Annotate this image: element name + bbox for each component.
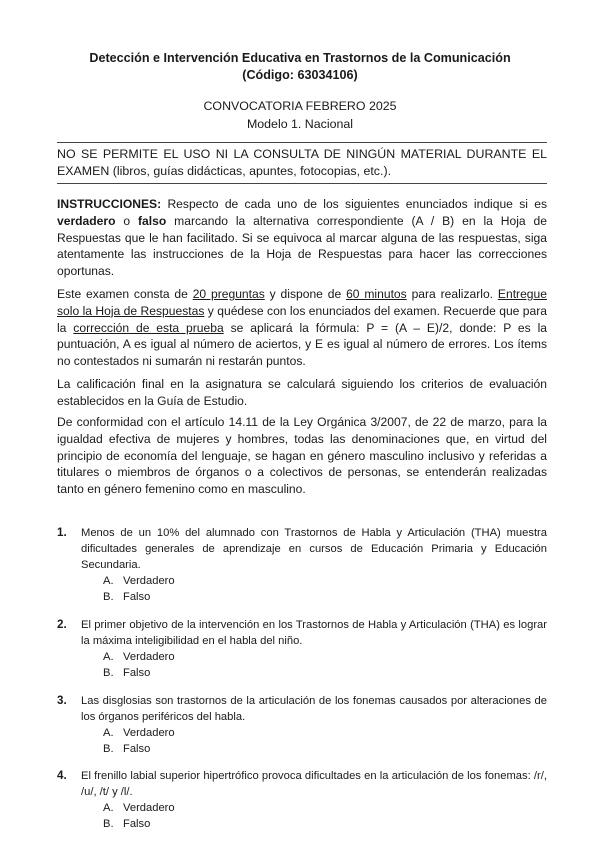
option-text: Verdadero xyxy=(123,575,175,587)
exam-duration: 60 minutos xyxy=(346,287,407,301)
option-text: Verdadero xyxy=(123,651,175,663)
option-b xyxy=(103,741,547,757)
option-a xyxy=(103,649,547,665)
question-number: 4. xyxy=(57,769,67,782)
grading-paragraph: La calificación final en la asignatura se calculará siguiendo los criterios de evaluación establecidos en la Guía de Estudio. xyxy=(57,377,547,408)
question-3 xyxy=(57,693,547,757)
modelo-label: Modelo 1. Nacional xyxy=(246,116,354,131)
exam-info-text-1: Este examen consta de xyxy=(57,287,193,301)
option-b xyxy=(103,816,547,832)
option-letter: B. xyxy=(103,667,114,680)
answer-options xyxy=(57,725,547,757)
exam-info-text-3: para realizarlo. xyxy=(406,287,498,301)
instructions-paragraph xyxy=(57,196,547,280)
exam-info-text-5: se aplicará la fórmula: P = (A – E)/2, donde: P es la puntuación, A es igual al número de aciertos, y E es igual al número de errores. Los ítems no contestados ni sumarán ni restarán puntos. xyxy=(57,320,547,369)
exam-info-text-2: y dispone de xyxy=(264,287,347,301)
title-line-1: Detección e Intervención Educativa en Trastornos de la Comunicación xyxy=(89,51,511,65)
option-a xyxy=(103,725,547,741)
option-text: Falso xyxy=(123,743,151,756)
option-text: Verdadero xyxy=(123,802,175,814)
option-letter: B. xyxy=(103,591,114,604)
option-letter: A. xyxy=(103,802,114,814)
answer-options xyxy=(57,649,547,681)
question-text: Las disglosias son trastornos de la articulación de los fonemas causados por alteraciones de los órganos periféricos del habla. xyxy=(81,695,547,723)
instructions-text-1: Respecto de cada uno de los siguientes enunciados indique si es xyxy=(161,197,547,211)
answer-options xyxy=(57,800,547,832)
option-b xyxy=(103,665,547,681)
materials-warning: NO SE PERMITE EL USO NI LA CONSULTA DE NINGÚN MATERIAL DURANTE EL EXAMEN (libros, guías didácticas, apuntes, fotocopias, etc.). xyxy=(57,147,547,178)
convocatoria-label: CONVOCATORIA FEBRERO 2025 xyxy=(203,99,397,113)
question-number: 3. xyxy=(57,694,67,707)
question-number: 1. xyxy=(57,526,67,539)
instructions-text-3: marcando la alternativa correspondiente (A / B) en la Hoja de Respuestas que le han facilitado. Si se equivoca al marcar alguna de las respuestas, siga atentamente las instrucciones de la Hoja de Respuestas para hacer las correcciones oportunas. xyxy=(57,213,548,279)
instructions-verdadero: verdadero xyxy=(57,213,116,228)
exam-info-text-4: y quédese con los enunciados del examen. Recuerde que para la xyxy=(57,303,547,335)
title-line-2: (Código: 63034106) xyxy=(242,68,358,82)
option-letter: A. xyxy=(103,727,114,739)
option-text: Verdadero xyxy=(123,727,175,739)
option-letter: B. xyxy=(103,818,114,831)
instructions-falso: falso xyxy=(138,213,167,228)
exam-title xyxy=(40,50,560,84)
answer-options xyxy=(57,573,547,605)
legal-paragraph: De conformidad con el artículo 14.11 de la Ley Orgánica 3/2007, de 22 de marzo, para la igualdad efectiva de mujeres y hombres, todas las denominaciones que, en virtud del principio de economía del lenguaje, se hagan en género masculino inclusivo y referidas a titulares o miembros de órganos o a colectivos de personas, se entenderán realizadas tanto en género femenino como en masculino. xyxy=(57,415,547,497)
exam-session xyxy=(40,98,560,133)
question-2 xyxy=(57,617,547,681)
instructions-text-2: o xyxy=(115,213,139,228)
option-letter: B. xyxy=(103,743,114,756)
exam-info-paragraph xyxy=(57,286,547,370)
question-text: El frenillo labial superior hipertrófico provoca dificultades en la articulación de los fonemas: /r/, /u/, /t/ y /l/. xyxy=(81,770,547,798)
option-b xyxy=(103,589,547,605)
top-divider xyxy=(57,142,547,143)
option-a xyxy=(103,573,547,589)
option-text: Falso xyxy=(123,591,151,604)
question-text: Menos de un 10% del alumnado con Trastornos de Habla y Articulación (THA) muestra dificultades generales de aprendizaje en cursos de Educación Primaria y Educación Secundaria. xyxy=(81,527,547,571)
option-a xyxy=(103,800,547,816)
question-text: El primer objetivo de la intervención en los Trastornos de Habla y Articulación (THA) es lograr la máxima inteligibilidad en el habla del niño. xyxy=(81,619,547,647)
bottom-divider xyxy=(57,183,547,184)
option-text: Falso xyxy=(123,667,151,680)
option-letter: A. xyxy=(103,575,114,587)
option-letter: A. xyxy=(103,651,114,663)
answer-sheet-note: Entregue solo la Hoja de Respuestas xyxy=(57,287,547,318)
instructions-label: INSTRUCCIONES: xyxy=(57,197,162,211)
question-1 xyxy=(57,525,547,605)
option-text: Falso xyxy=(123,818,151,831)
question-number: 2. xyxy=(57,618,67,631)
question-count: 20 preguntas xyxy=(192,287,265,301)
question-4 xyxy=(57,768,547,832)
correction-note: corrección de esta prueba xyxy=(73,320,224,335)
